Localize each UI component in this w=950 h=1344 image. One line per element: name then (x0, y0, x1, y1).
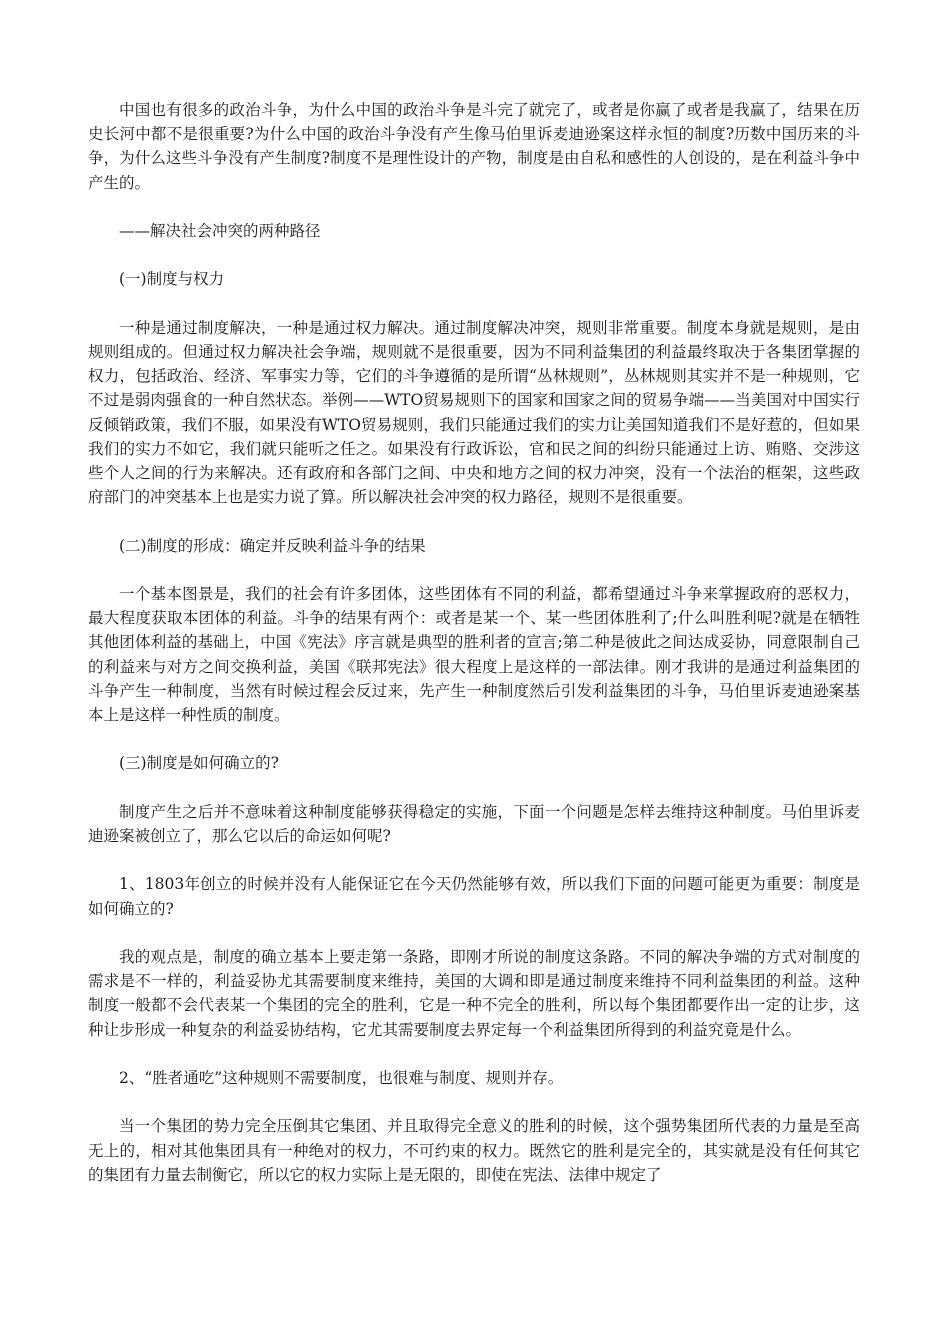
paragraph-intro: 中国也有很多的政治斗争，为什么中国的政治斗争是斗完了就完了，或者是你赢了或者是我赢了，结果在历史长河中都不是很重要?为什么中国的政治斗争没有产生像马伯里诉麦迪逊案这样永恒的制度?历数中国历来的斗争，为什么这些斗争没有产生制度?制度不是理性设计的产物，制度是由自私和感性的人创设的，是在利益斗争中产生的。 (88, 101, 860, 192)
paragraph-point-1: 1、1803年创立的时候并没有人能保证它在今天仍然能够有效，所以我们下面的问题可能更为重要：制度是如何确立的? (88, 875, 860, 918)
section-heading-2: (二)制度的形成：确定并反映利益斗争的结果 (119, 536, 426, 555)
paragraph-institution-vs-power: 一种是通过制度解决，一种是通过权力解决。通过制度解决冲突，规则非常重要。制度本身就是规则，是由规则组成的。但通过权力解决社会争端，规则就不是很重要，因为不同利益集团的利益最终取决于各集团掌握的权力，包括政治、经济、军事实力等，它们的斗争遵循的是所谓“丛林规则”，丛林规则其实并不是一种规则，它不过是弱肉强食的一种自然状态。举例——WTO贸易规则下的国家和国家之间的贸易争端——当美国对中国实行反倾销政策，我们不服，如果没有WTO贸易规则，我们只能通过我们的实力让美国知道我们不是好惹的，但如果我们的实力不如它，我们就只能听之任之。如果没有行政诉讼，官和民之间的纠纷只能通过上访、贿赂、交涉这些个人之间的行为来解决。还有政府和各部门之间、中央和地方之间的权力冲突，没有一个法治的框架，这些政府部门的冲突基本上也是实力说了算。所以解决社会冲突的权力路径，规则不是很重要。 (88, 318, 860, 507)
paragraph-point-2: 2、“胜者通吃”这种规则不需要制度，也很难与制度、规则并存。 (119, 1068, 564, 1087)
paragraph-viewpoint: 我的观点是，制度的确立基本上要走第一条路，即刚才所说的制度这条路。不同的解决争端的方式对制度的需求是不一样的，利益妥协尤其需要制度来维持，美国的大调和即是通过制度来维持不同利益集团的利益。这种制度一般都不会代表某一个集团的完全的胜利，它是一种不完全的胜利，所以每个集团都要作出一定的让步，这种让步形成一种复杂的利益妥协结构，它尤其需要制度去界定每一个利益集团所得到的利益究竟是什么。 (88, 947, 860, 1039)
paragraph-winner-takes-all: 当一个集团的势力完全压倒其它集团、并且取得完全意义的胜利的时候，这个强势集团所代表的力量是至高无上的，相对其他集团具有一种绝对的权力，不可约束的权力。既然它的胜利是完全的，其实就是没有任何其它的集团有力量去制衡它，所以它的权力实际上是无限的，即使在宪法、法律中规定了 (88, 1117, 860, 1184)
section-heading-3: (三)制度是如何确立的? (119, 754, 279, 773)
section-title: ——解决社会冲突的两种路径 (119, 222, 321, 240)
paragraph-formation: 一个基本图景是，我们的社会有许多团体，这些团体有不同的利益，都希望通过斗争来掌握政府的恶权力，最大程度获取本团体的利益。斗争的结果有两个：或者是某一个、某一些团体胜利了;什么叫胜利呢?就是在牺牲其他团体利益的基础上，中国《宪法》序言就是典型的胜利者的宣言;第二种是彼此之间达成妥协，同意限制自己的利益来与对方之间交换利益，美国《联邦宪法》很大程度上是这样的一部法律。刚才我讲的是通过利益集团的斗争产生一种制度，当然有时候过程会反过来，先产生一种制度然后引发利益集团的斗争，马伯里诉麦迪逊案基本上是这样一种性质的制度。 (88, 584, 860, 724)
document-body (88, 98, 860, 1187)
section-heading-1: (一)制度与权力 (119, 270, 225, 289)
paragraph-maintenance: 制度产生之后并不意味着这种制度能够获得稳定的实施，下面一个问题是怎样去维持这种制度。马伯里诉麦迪逊案被创立了，那么它以后的命运如何呢? (88, 802, 860, 845)
